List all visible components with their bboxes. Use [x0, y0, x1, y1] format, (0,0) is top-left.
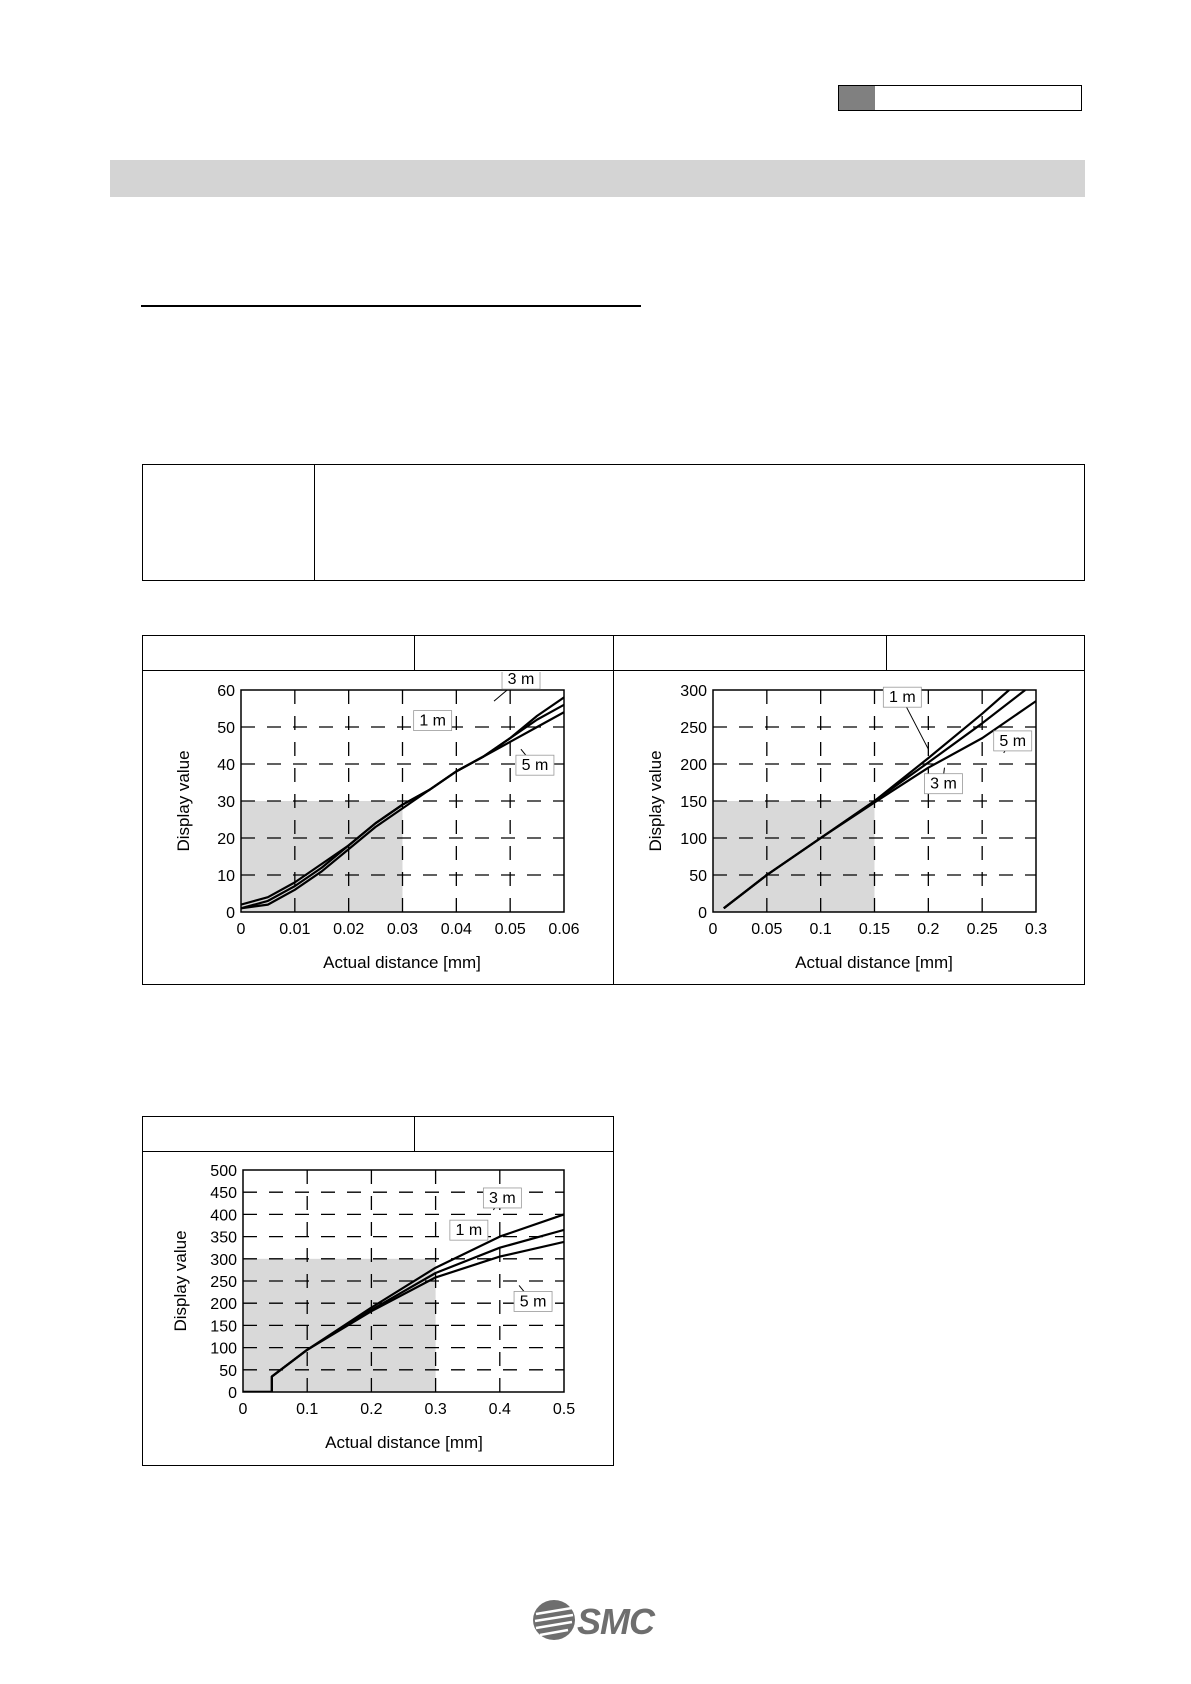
x-tick-label: 0 — [708, 921, 718, 938]
smc-logo — [532, 1596, 662, 1644]
x-tick-label: 0.3 — [424, 1401, 447, 1418]
x-tick-label: 0.05 — [751, 921, 783, 938]
chart-2-xlabel: Actual distance [mm] — [795, 953, 953, 972]
x-tick-label: 0 — [238, 1401, 248, 1418]
x-tick-label: 0.25 — [966, 921, 998, 938]
x-tick-label: 0.2 — [917, 921, 940, 938]
x-tick-label: 0.4 — [488, 1401, 511, 1418]
smc-logo-text: SMC — [577, 1601, 654, 1642]
series-label: 1 m — [888, 689, 916, 707]
y-tick-label: 150 — [680, 794, 707, 811]
subsection-underline — [141, 305, 641, 307]
y-tick-label: 10 — [217, 868, 235, 885]
chart-1 — [150, 672, 590, 982]
header-label-box — [838, 85, 1082, 111]
series-label: 5 m — [521, 757, 549, 775]
chart-1-ylabel: Display value — [174, 750, 193, 852]
chart-3-xlabel: Actual distance [mm] — [325, 1433, 483, 1452]
y-tick-label: 30 — [217, 794, 235, 811]
series-label: 3 m — [507, 672, 535, 689]
x-tick-label: 0.2 — [360, 1401, 383, 1418]
info-table — [142, 464, 1085, 581]
y-tick-label: 200 — [210, 1296, 237, 1314]
x-tick-label: 0.03 — [386, 921, 419, 938]
x-tick-label: 0.1 — [809, 921, 832, 938]
x-tick-label: 0.3 — [1024, 921, 1048, 938]
panel-header-divider — [414, 636, 415, 670]
y-tick-label: 150 — [210, 1318, 237, 1336]
chart-3-ylabel: Display value — [171, 1230, 190, 1332]
y-tick-label: 300 — [210, 1251, 237, 1269]
panel-center-divider — [613, 636, 614, 984]
y-tick-label: 0 — [698, 905, 707, 922]
panel-header-divider — [886, 636, 887, 670]
y-tick-label: 0 — [228, 1385, 237, 1402]
panel-header-divider — [414, 1117, 415, 1151]
series-label: 1 m — [419, 712, 446, 730]
series-label: 5 m — [519, 1293, 547, 1311]
y-tick-label: 250 — [210, 1274, 237, 1291]
chart-2-ylabel: Display value — [646, 750, 665, 852]
y-tick-label: 50 — [217, 720, 235, 737]
y-tick-label: 0 — [226, 905, 235, 922]
y-tick-label: 50 — [689, 868, 707, 885]
series-label: 3 m — [930, 775, 957, 793]
y-tick-label: 500 — [210, 1163, 237, 1180]
y-tick-label: 400 — [210, 1207, 237, 1225]
chart-3 — [150, 1152, 590, 1462]
x-tick-label: 0.5 — [552, 1401, 576, 1418]
series-label: 5 m — [999, 732, 1027, 750]
x-tick-label: 0.05 — [494, 921, 526, 938]
x-tick-label: 0.01 — [279, 921, 311, 938]
y-tick-label: 250 — [680, 720, 707, 737]
x-tick-label: 0.04 — [440, 921, 472, 938]
shaded-range — [241, 801, 403, 912]
y-tick-label: 100 — [210, 1340, 237, 1358]
x-tick-label: 0.15 — [858, 921, 891, 938]
section-title-bar — [110, 160, 1085, 197]
y-tick-label: 50 — [219, 1362, 237, 1380]
chart-2 — [620, 672, 1060, 982]
y-tick-label: 450 — [210, 1185, 237, 1203]
y-tick-label: 200 — [680, 757, 707, 774]
x-tick-label: 0.06 — [548, 921, 580, 938]
x-tick-label: 0.02 — [333, 921, 365, 938]
info-table-divider — [314, 465, 315, 580]
series-label: 1 m — [455, 1222, 483, 1240]
y-tick-label: 100 — [680, 831, 707, 848]
y-tick-label: 350 — [210, 1229, 237, 1247]
smc-logo-mark-icon — [533, 1600, 575, 1640]
x-tick-label: 0 — [236, 921, 246, 938]
y-tick-label: 20 — [217, 831, 235, 848]
y-tick-label: 60 — [217, 683, 235, 700]
x-tick-label: 0.1 — [296, 1401, 319, 1418]
series-label: 3 m — [489, 1189, 516, 1207]
header-label-tab — [839, 86, 875, 110]
y-tick-label: 300 — [680, 683, 707, 700]
chart-1-xlabel: Actual distance [mm] — [323, 953, 481, 972]
y-tick-label: 40 — [217, 757, 235, 774]
